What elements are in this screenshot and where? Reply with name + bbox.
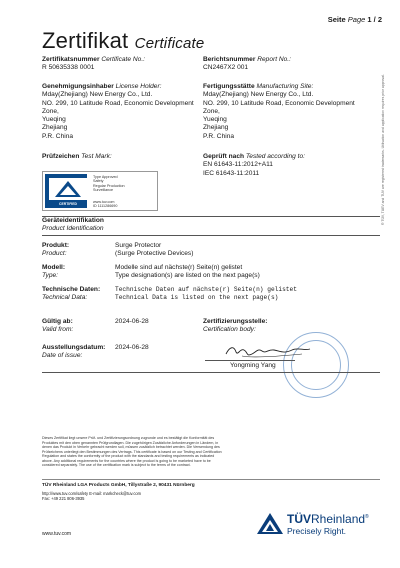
- holder-line: Zone,: [42, 107, 59, 115]
- test-mark-de: Prüfzeichen: [42, 153, 80, 160]
- triangle-icon: [54, 180, 82, 198]
- cert-no-de: Zertifikatsnummer: [42, 56, 100, 63]
- page-label: Seite: [327, 15, 346, 24]
- issue-value: 2024-06-28: [115, 344, 149, 351]
- tuv-mark-logo: [45, 174, 87, 208]
- holder-line: Yueqing: [42, 116, 66, 124]
- tech-de: Technische Daten:: [42, 286, 101, 293]
- footer-contact-line: Fax: +49 221 806-3935: [42, 496, 85, 501]
- signature-image: [222, 342, 312, 362]
- product-label: [42, 242, 112, 259]
- cert-no-en: Certificate No.:: [101, 56, 145, 63]
- product-identification-heading: [42, 217, 242, 234]
- site-line: NO. 299, 10 Latitude Road, Economic Development: [203, 99, 355, 107]
- page-label-en: Page: [347, 15, 366, 24]
- tech-label: [42, 286, 112, 303]
- triangle-logo-icon: [256, 512, 284, 536]
- product-de: Produkt:: [42, 242, 70, 249]
- mark-url: www.tuv.com: [93, 200, 115, 204]
- holder-line: Zhejiang: [42, 124, 68, 132]
- site-line: Zone,: [203, 107, 220, 115]
- product-id-en: Product Identification: [42, 225, 104, 233]
- model-de: Modell:: [42, 264, 66, 271]
- body-de: Zertifizierungsstelle:: [203, 318, 268, 325]
- footer-url[interactable]: www.tuv.com: [42, 531, 72, 537]
- footer-company: TÜV Rheinland LGA Products GmbH, Tillystraße 2, 90431 Nürnberg: [42, 483, 195, 488]
- report-no-de: Berichtsnummer: [203, 56, 256, 63]
- mark-line: Type Approved: [93, 175, 118, 179]
- report-no-en: Report No.:: [257, 56, 291, 63]
- holder-de: Genehmigungsinhaber: [42, 83, 114, 90]
- signature-line: [205, 360, 295, 361]
- body-en: Certification body:: [203, 326, 256, 334]
- site-line: Mday(Zhejiang) New Energy Co., Ltd.: [203, 91, 314, 99]
- tested-standard: IEC 61643-11:2011: [203, 169, 260, 177]
- brand-slogan: Precisely Right.: [287, 526, 347, 536]
- tuv-test-mark: [42, 171, 158, 211]
- valid-label: [42, 318, 112, 335]
- holder-en: License Holder:: [115, 83, 162, 90]
- test-mark-en: Test Mark:: [81, 153, 112, 160]
- footer-contact-line: http://www.tuv.com/safety E-mail: markcheck@tuv.com: [42, 491, 142, 496]
- valid-value: 2024-06-28: [115, 318, 149, 325]
- fine-print: Dieses Zertifikat liegt unsere Prüf- und Zertifizierungsordnung zugrunde und es bestätigt die Konformität des Produktes mit den oben genannten Prüfgrundlagen. Die zugehörigen Zusätzliche Anforderungen in Ländern, in denen das Produkt in Verkehr gebracht werden soll, müssen zusätzlich betrachtet werden. Die Verwendung des Prüfzeichens unterliegt den Bestimmungen des Vertrags. This certificate is based on our Testing and Certification Regulation and states the conformity of the product with the standards and testing requirements as indicated above. Any additional requirements for the countries where the product is going to be marketed have to be considered separately. The use of the certification mark is subject to the terms of the contract.: [42, 436, 222, 467]
- site-line: Zhejiang: [203, 124, 229, 132]
- tested-de: Geprüft nach: [203, 153, 245, 160]
- certified-label: CERTIFIED: [59, 202, 77, 206]
- cert-number-block: [42, 56, 202, 73]
- holder-line: Mday(Zhejiang) New Energy Co., Ltd.: [42, 91, 153, 99]
- brand-reg: ®: [365, 514, 369, 520]
- model-value-de: Modelle sind auf nächste(r) Seite(n) gelistet: [115, 264, 243, 271]
- model-label: [42, 264, 112, 281]
- mark-id: [93, 200, 117, 209]
- manufacturing-site-block: [203, 83, 383, 141]
- page-number: [328, 15, 382, 24]
- tested-standard: EN 61643-11:2012+A11: [203, 161, 273, 169]
- brand-name-a: TÜV: [287, 512, 311, 526]
- mark-id-value: ID 1111286690: [93, 204, 118, 209]
- issue-label: [42, 344, 122, 361]
- license-holder-block: [42, 83, 202, 141]
- mark-description: [93, 175, 125, 193]
- tech-value-de: Technische Daten auf nächste(r) Seite(n) gelistet: [115, 286, 297, 293]
- product-id-de: Geräteidentifikation: [42, 217, 104, 224]
- tuv-rheinland-logo: [256, 510, 386, 540]
- test-mark-label: [42, 153, 202, 161]
- title-en: Certificate: [134, 35, 205, 52]
- divider: [42, 372, 380, 373]
- trademark-note: ® TÜV, TUEV and TUV are registered trademarks. Utilisation and application requires prior approval.: [381, 74, 385, 225]
- site-en: Manufacturing Site:: [256, 83, 314, 90]
- page-title: [42, 28, 204, 54]
- footer-divider: [42, 479, 380, 480]
- page-num-value: 1 / 2: [367, 15, 382, 24]
- model-value: [115, 264, 380, 281]
- cert-no-value: R 50635338 0001: [42, 64, 95, 72]
- holder-line: P.R. China: [42, 132, 74, 140]
- signer-name: Yongming Yang: [230, 362, 276, 369]
- mark-line: Safety: [93, 179, 104, 184]
- report-number-block: [203, 56, 383, 73]
- mark-line: Regular Production: [93, 183, 125, 188]
- site-line: P.R. China: [203, 132, 235, 140]
- product-en: Product:: [42, 250, 67, 258]
- site-line: Yueqing: [203, 116, 227, 124]
- model-value-en: Type designation(s) are listed on the next page(s): [115, 272, 260, 280]
- valid-en: Valid from:: [42, 326, 74, 334]
- report-no-value: CN2467X2 001: [203, 64, 249, 72]
- divider: [42, 235, 380, 236]
- issue-de: Ausstellungsdatum:: [42, 344, 106, 351]
- product-value: [115, 242, 375, 259]
- brand-name-b: Rheinland: [311, 512, 366, 526]
- tech-value-en: Technical Data is listed on the next page(s): [115, 294, 279, 302]
- tech-value: [115, 286, 380, 303]
- tech-en: Technical Data:: [42, 294, 88, 302]
- holder-line: NO. 299, 10 Latitude Road, Economic Development: [42, 99, 194, 107]
- product-value-en: (Surge Protective Devices): [115, 250, 194, 258]
- tested-en: Tested according to:: [245, 153, 306, 160]
- footer-contact: [42, 491, 141, 501]
- mark-line: Surveillance: [93, 188, 114, 193]
- valid-de: Gültig ab:: [42, 318, 73, 325]
- model-en: Type:: [42, 272, 59, 280]
- title-de: Zertifikat: [42, 28, 129, 53]
- brand-name: [287, 512, 369, 526]
- product-value-de: Surge Protector: [115, 242, 162, 249]
- issue-en: Date of issue:: [42, 352, 83, 360]
- site-de: Fertigungsstätte: [203, 83, 255, 90]
- tested-according-block: [203, 153, 383, 178]
